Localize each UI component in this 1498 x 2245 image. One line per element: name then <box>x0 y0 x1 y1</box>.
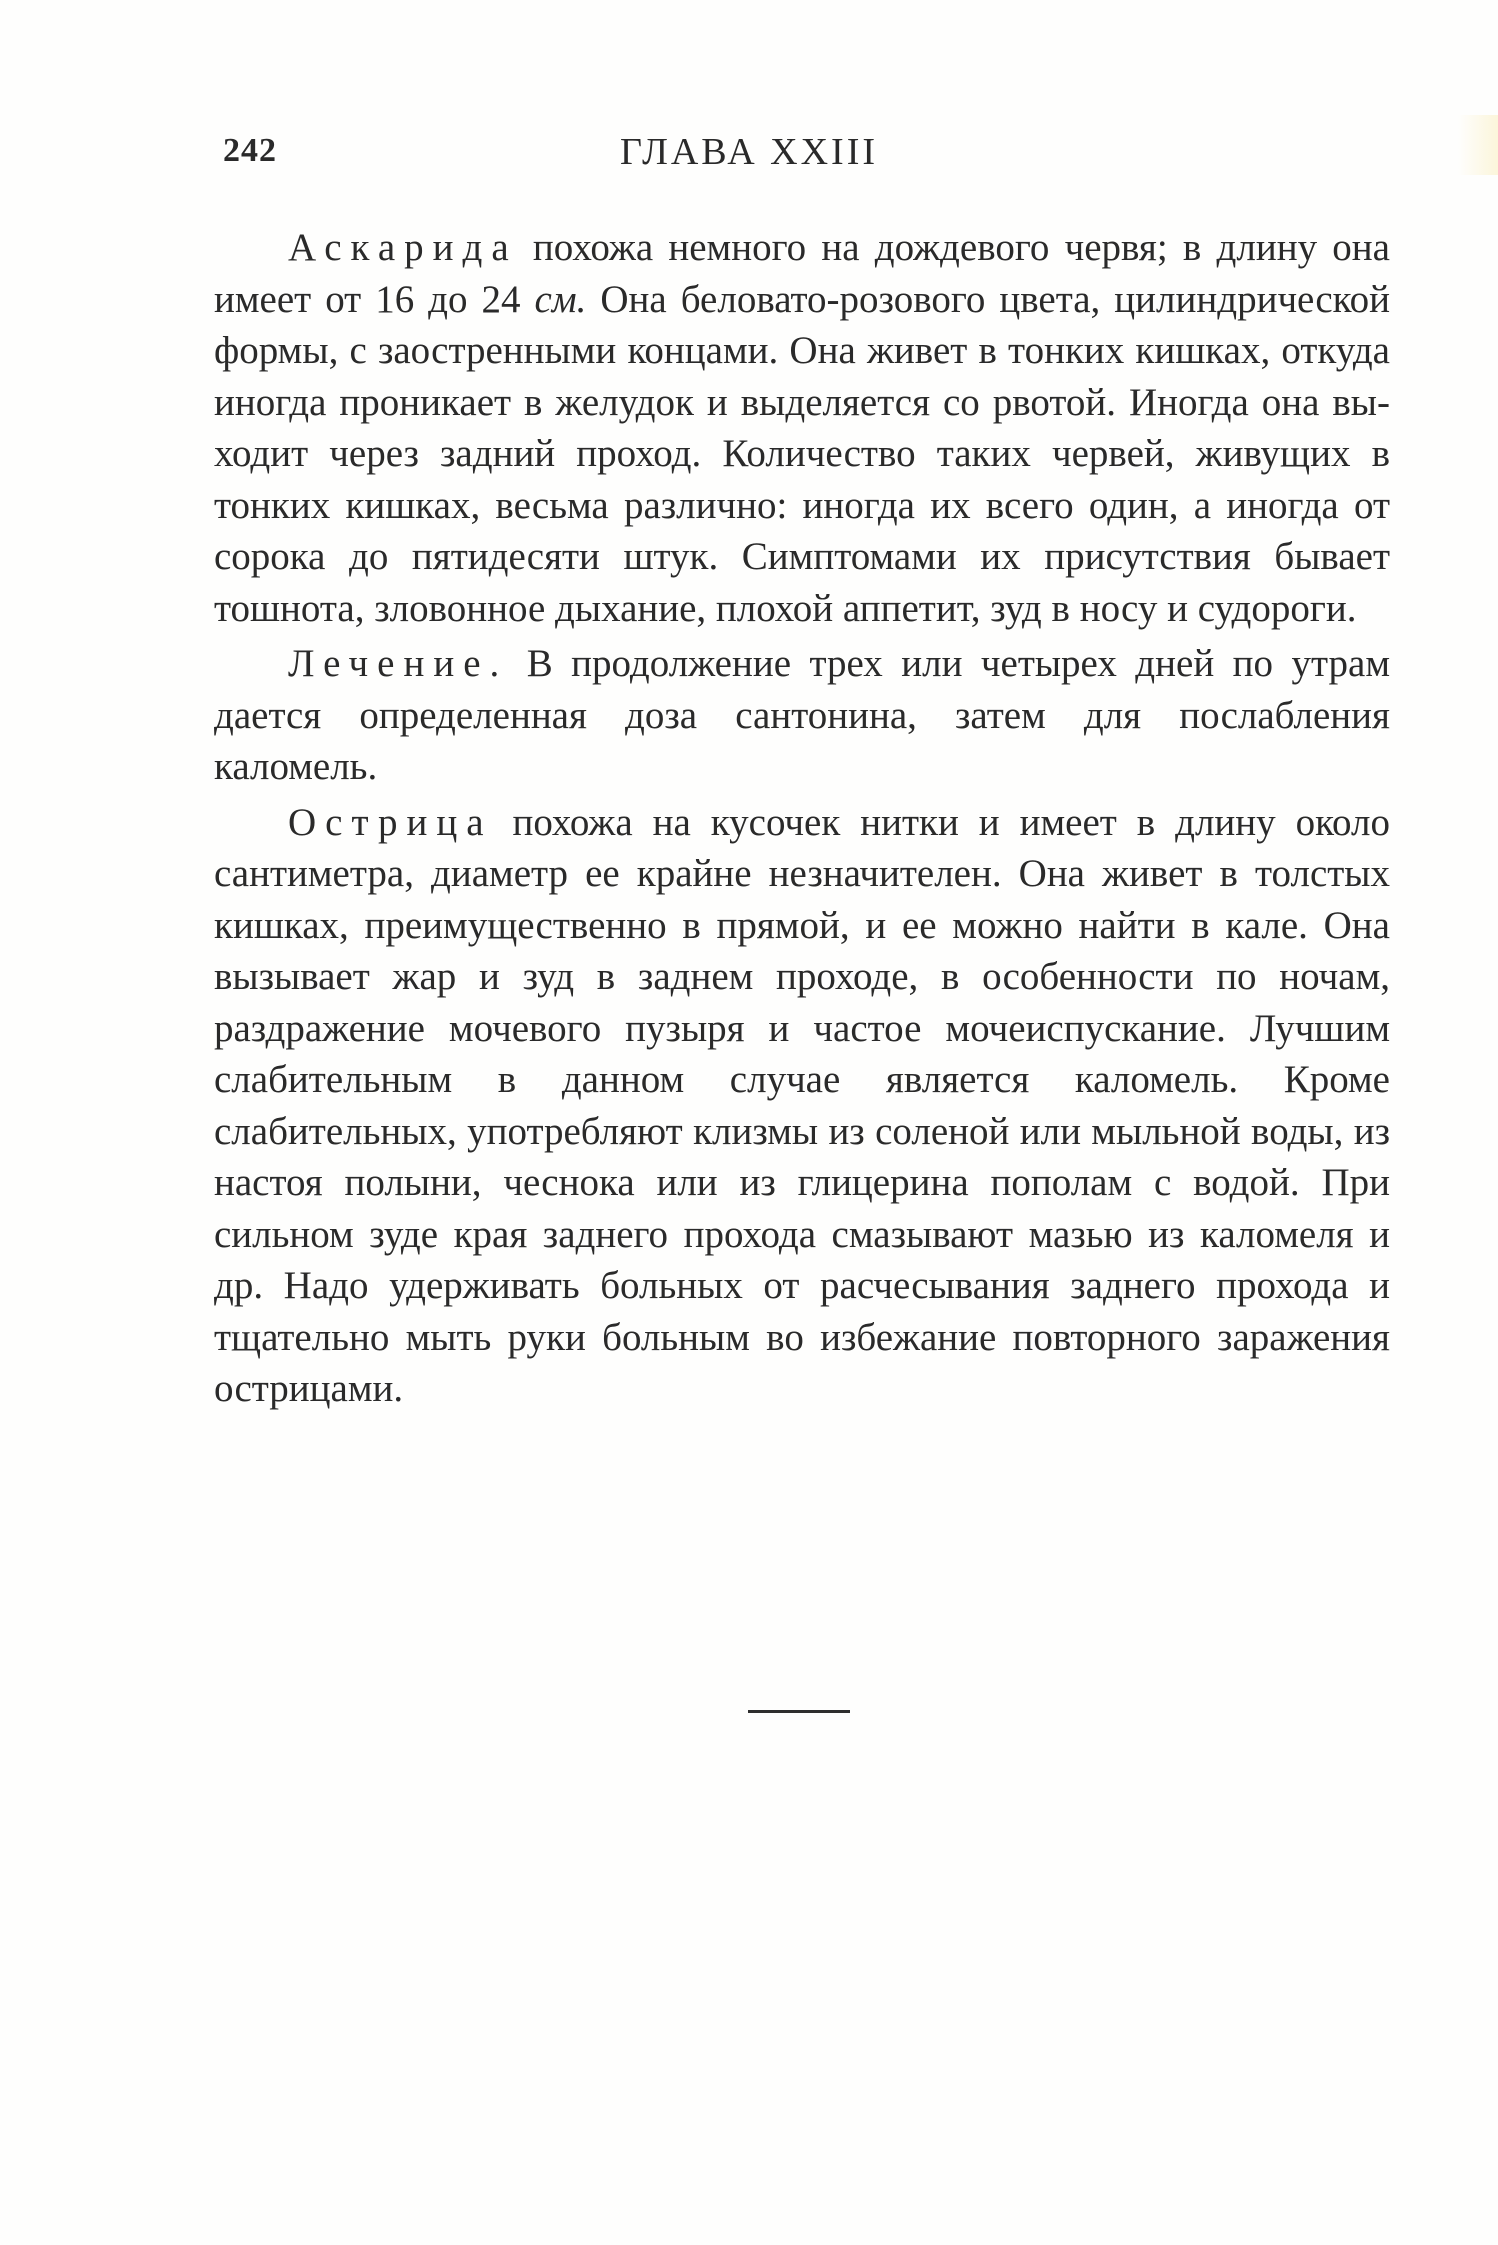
paragraph-text: В продолжение трех или четырех дней по утрам дается определенная доза сантонина, затем для послабления каломель. <box>214 642 1390 788</box>
term-ascarid: Аскарида <box>288 226 518 269</box>
running-head: ГЛАВА XXIII <box>619 131 879 173</box>
section-end-rule <box>748 1710 850 1713</box>
body-text <box>214 222 1390 1419</box>
paragraph-treatment <box>214 638 1390 793</box>
page-number: 242 <box>223 132 277 169</box>
paragraph-ascarid <box>214 222 1390 634</box>
term-pinworm: Острица <box>288 800 493 844</box>
paragraph-text: Она беловато-розового цвета, цилиндрической формы, с заостренными концами. Она живет в тонких кишках, откуда иногда проникает в желудок и выделяется со рвотой. Иногда она выходит через задний проход. Количество таких червей, живущих в тонких кишках, весьма различно: иногда их всего один, а иногда от сорока до пятидесяти штук. Симптомами их присутствия бывает тошнота, зловонное дыхание, плохой аппетит, зуд в носу и судороги. <box>214 277 1390 630</box>
unit-cm: см. <box>534 277 587 321</box>
paragraph-text: похожа на кусочек нитки и имеет в длину около сантиметра, диаметр ее крайне незначителен. Она живет в толстых кишках, преимущественно в прямой, и ее можно найти в кале. Она вызывает жар и зуд в заднем проходе, в особенности по ночам, раздражение мочевого пузыря и частое мочеиспускание. Лучшим слабительным в данном случае является каломель. Кроме слабительных, употребляют клизмы из соленой или мыльной воды, из настоя полыни, чеснока или из глицерина пополам с водой. При сильном зуде края заднего прохода смазывают мазью из каломеля и др. Надо удерживать больных от расчесывания заднего прохода и тщательно мыть руки больным во избежание повторного заражения острицами. <box>214 800 1390 1410</box>
paragraph-text: похожа немного на дождевого червя; в длину она имеет от 16 до 24 <box>214 226 1390 321</box>
term-treatment: Лечение. <box>288 642 509 685</box>
paragraph-pinworm <box>214 797 1390 1415</box>
